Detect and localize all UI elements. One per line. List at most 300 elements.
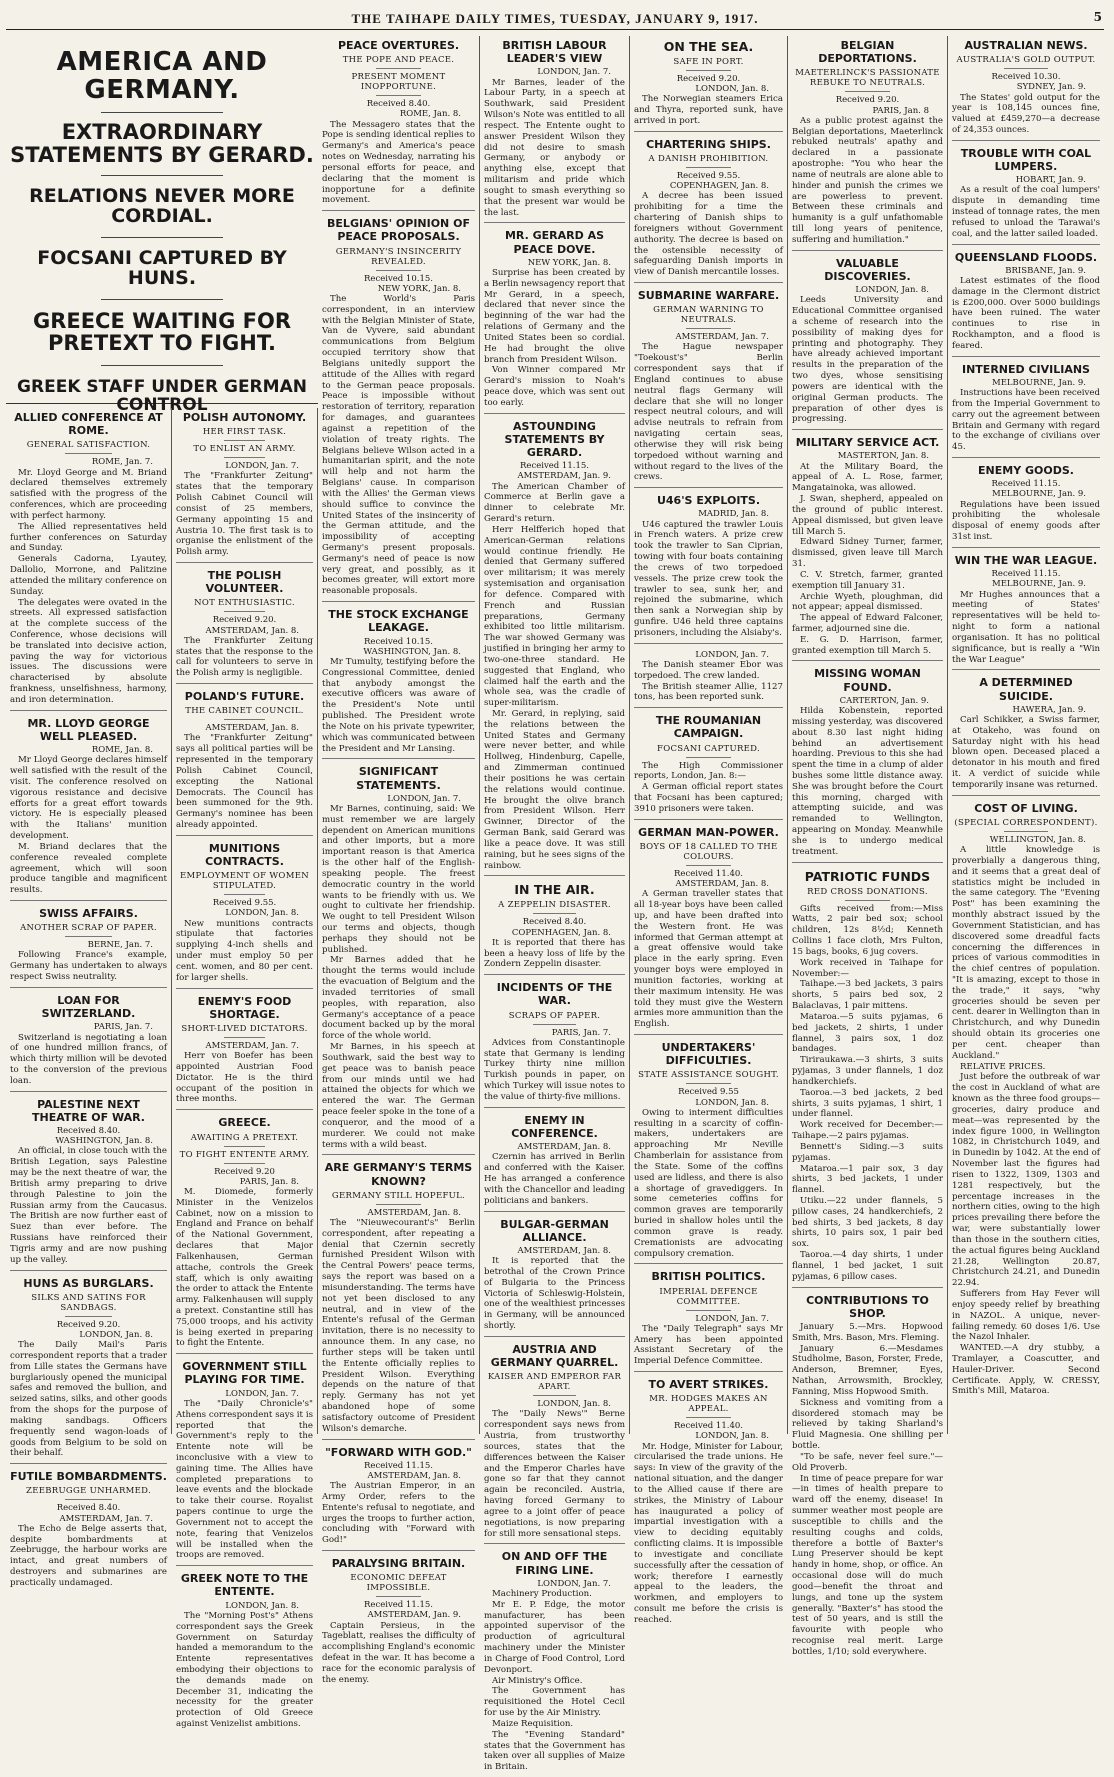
article (322, 39, 475, 211)
article-headline: THE POLISH VOLUNTEER. (205, 569, 284, 596)
article-paragraph: The "Daily News'" Berne correspondent says news from Austria, from trustworthy sources, states that the differences between the Kaiser and the Emperor Charles have gone so far that they cannot again be reconciled. Austria, having forced Germany to agree to a joint offer of peace negotiations, is now preparing for still more sensational steps. (484, 1409, 625, 1539)
article (10, 1470, 167, 1593)
dateline: LONDON, Jan. 7. (537, 67, 611, 78)
article-subheading: NOT ENTHUSIASTIC. (176, 598, 313, 612)
article-paragraph: Mr. Gerard, in replying, said the relations between the United States and Germany were never better, and while Hollweg, Hindenburg, Capelle, and Zimmerman continued their positions he was certain the relations would continue. He brought the olive branch from President Wilson. Herr Gwinner, Director of the German Bank, said Gerard was like a peace dove. It was still raining, but he sees signs of the rainbow. (484, 708, 625, 871)
dateline: AMSTERDAM, Jan. 7. (675, 332, 769, 343)
received-time: Received 8.40. (522, 917, 587, 928)
article-paragraph: Czernin has arrived in Berlin and conferred with the Kaiser. He has arranged a conference with the Chancellor and leading politicians and bankers. (484, 1152, 625, 1206)
dateline: LONDON, Jan. 7. (225, 461, 299, 472)
column-3 (318, 36, 480, 1685)
article-paragraph: The American Chamber of Commerce at Berlin gave a dinner to celebrate Mr. Gerard's return. (484, 481, 625, 525)
received-time: Received 11.15. (991, 479, 1061, 490)
dateline: LONDON, Jan. 7. (225, 1388, 299, 1399)
article-subheading: RED CROSS DONATIONS. (792, 887, 943, 901)
article-headline: INTERNED CIVILIANS (962, 362, 1090, 376)
article-paragraph: Sufferers from Hay Fever will enjoy speedy relief by breathing in NAZOL. A unique, never-failing remedy. 60 doses 1/6. Use the Nazol Inhaler. (952, 1289, 1100, 1343)
headline-rule (101, 175, 223, 176)
headline-rule (101, 112, 223, 113)
dateline: PARIS, Jan. 7. (93, 1022, 153, 1033)
article (484, 882, 625, 975)
dateline: ROME, Jan. 8. (91, 745, 153, 756)
article-headline: AUSTRALIAN NEWS. (964, 39, 1088, 52)
article-headline: THE STOCK EXCHANGE LEAKAGE. (328, 608, 469, 635)
article-paragraph: Captain Persieus, in the Tageblatt, realises the difficulty of accomplishing England's economic defeat in the war. It has become a race for the economic paralysis of the enemy. (322, 1620, 475, 1685)
article-headline: UNDERTAKERS' DIFFICULTIES. (661, 1041, 756, 1068)
column-1 (6, 408, 172, 1588)
article-subheading: THE CABINET COUNCIL. (176, 706, 313, 720)
dateline: AMSTERDAM, Jan. 7. (205, 1040, 299, 1051)
article-subheading: MR. HODGES MAKES AN APPEAL. (634, 1394, 783, 1418)
article-paragraph: In time of peace prepare for war—in times of health prepare to ward off the enemy, disease! In summer weather most people are susceptible to chills and the resulting coughs and colds, therefore a bottle of Baxter's Lung Preserver should be kept handy in home, shop, or office. An occasional dose will do much good—benefit the throat and lungs, and tone up the system generally. "Baxter's" has stood the test of 50 years, and is still the favourite with people who recognise real merit. Large bottles, 1/10; sold everywhere. (792, 1473, 943, 1657)
article-subheading: STATE ASSISTANCE SOUGHT. (634, 1070, 783, 1084)
received-time: Received 9.20. (212, 615, 277, 626)
article-headline: ENEMY IN CONFERENCE. (511, 1113, 598, 1140)
article (634, 714, 783, 820)
article-headline: "FORWARD WITH GOD." (325, 1445, 472, 1459)
article-headline: ENEMY GOODS. (978, 464, 1074, 478)
article-paragraph: Mr Barnes, continuing, said: We must remember we are largely dependent on American munitions and other imports, but a more important reason is that America is the other half of the English-speaking people. The freest democratic country in the world wants to be friendly with us. We ought to cultivate her friendship. We ought to tell President Wilson our terms and objects, though perhaps they should not be published. (322, 803, 475, 955)
article-headline: BRITISH POLITICS. (651, 1270, 766, 1284)
article-paragraph: Owing to interment difficulties resulting in a scarcity of coffin-makers, undertakers are approaching Mr Neville Chamberlain for assistance from the State. Some of the coffins used are lidless, and there is also a shortage of gravediggers. In some cemeteries coffins for common graves are temporarily buried in shallow holes until the common grave is ready. Cremationists are advocating compulsory cremation. (634, 1107, 783, 1259)
article-paragraph: Air Ministry's Office. (492, 1675, 583, 1686)
article-paragraph: The Government has requisitioned the Hotel Cecil for use by the Air Ministry. (484, 1686, 625, 1719)
dateline: PARIS, Jan. 7. (551, 1027, 611, 1038)
article-paragraph: Bennett's Siding.—3 suits pyjamas. (792, 1141, 943, 1163)
article (484, 229, 625, 413)
article-headline: ENEMY'S FOOD SHORTAGE. (197, 994, 292, 1021)
article-subheading: A DANISH PROHIBITION. (634, 154, 783, 168)
dateline: LONDON, Jan. 8. (695, 1431, 769, 1442)
article-paragraph: Mr Barnes, in his speech at Southwark, said the best way to get peace was to banish peace from our minds until we had attained the objects for which we entered the war. The German peace feeler spoke in the tone of a conqueror, and the mood of a murderer. We could not make terms with a wild beast. (322, 1042, 475, 1150)
article-paragraph: Taoroa.—3 bed jackets, 2 bed shirts, 3 suits pyjamas, 1 shirt, 1 under flannel. (792, 1087, 943, 1120)
article-paragraph: Regulations have been issued prohibiting the wholesale disposal of enemy goods after 31st inst. (952, 499, 1100, 543)
dateline: ROME, Jan. 8. (399, 109, 461, 120)
received-time: Received 8.40. (366, 99, 431, 110)
dateline: HOBART, Jan. 9. (1015, 175, 1086, 186)
article-paragraph: The "Daily Telegraph" says Mr Amery has been appointed Assistant Secretary of the Imperial Defence Committee. (634, 1323, 783, 1367)
article-paragraph: Gifts received from:—Miss Watts, 2 pair bed sox; school children, 12s 8½d; Kenneth Collins 1 face cloth, Mrs Fulton, 15 bags, books, 6 jug covers. (792, 903, 943, 957)
dateline: LONDON, Jan. 7. (537, 1578, 611, 1589)
article-paragraph: Mr Lloyd George declares himself well satisfied with the result of the visit. The conference resolved on vigorous resistance and decisive efforts for a great effort towards victory. He is especially pleased with the Italians' munition development. (10, 755, 167, 842)
article (484, 1218, 625, 1337)
article-paragraph: A decree has been issued prohibiting for a time the chartering of Danish ships to foreigners without Government authority. The decree is based on the ostensible necessity of safeguarding Danish imports in view of Danish mercantile losses. (634, 191, 783, 278)
article-paragraph: Mr Hughes announces that a meeting of States' representatives will be held to-night to form a national organisation. It has no political significance, but is really a "Win the War League" (952, 589, 1100, 665)
dateline: MADRID, Jan. 8. (698, 509, 769, 520)
article-headline: ASTOUNDING STATEMENTS BY GERARD. (504, 419, 605, 460)
article (322, 1161, 475, 1439)
article-paragraph: The Frankfurter Zeitung states that the response to the call for volunteers to serve in the Polish army is negligible. (176, 635, 313, 679)
masthead (6, 8, 1104, 30)
article-paragraph: J. Swan, shepherd, appealed on the ground of public interest. Appeal dismissed, but given leave till March 5. (792, 494, 943, 537)
article-subheading: IMPERIAL DEFENCE COMMITTEE. (634, 1287, 783, 1311)
received-time: Received 9.55 (678, 1087, 739, 1098)
article-paragraph: The Messagero states that the Pope is sending identical replies to Germany's and America's peace notes on Wednesday, narrating his personal efforts for peace, and declaring that the moment is inopportune for a definite movement. (322, 119, 475, 206)
article-paragraph: The Echo de Belge asserts that, despite bombardments at Zeebrugge, the harbour works are intact, and great numbers of destroyers and submarines are practically undamaged. (10, 1523, 167, 1588)
dateline: CARTERTON, Jan. 9. (839, 695, 929, 706)
article (792, 869, 943, 1288)
article (10, 411, 167, 711)
received-time: Received 11.15. (364, 1600, 433, 1611)
dateline: LONDON, Jan. 8. (695, 84, 769, 95)
article (322, 217, 475, 602)
article-headline: COST OF LIVING. (974, 801, 1078, 815)
headline-rule (101, 237, 223, 238)
article-subheading: FOCSANI CAPTURED. (634, 744, 783, 758)
article-paragraph: Machinery Production. (492, 1588, 592, 1599)
article-headline: VALUABLE DISCOVERIES. (824, 256, 911, 283)
article-headline: ON AND OFF THE FIRING LINE. (501, 1550, 608, 1577)
article-paragraph: Hilda Kobenstein, reported missing yesterday, was discovered about 8.30 last night hiding behind an advertisement hoarding. Previous to this she had spent the time in a clump of alder bushes some little distance away. She was brought before the Court this morning, charged with attempting suicide, and was remanded to Wellington, appearing on Monday. Meanwhile she is to undergo medical treatment. (792, 706, 943, 857)
article-subheading: THE POPE AND PEACE. (322, 55, 475, 69)
article-headline: CHARTERING SHIPS. (646, 137, 771, 151)
dateline: AMSTERDAM, Jan. 8. (205, 723, 299, 734)
received-time: Received 9.20 (214, 1166, 275, 1177)
article (634, 39, 783, 132)
article-paragraph: Sickness and vomiting from a disordered stomach may be relieved by taking Sharland's Fluid Magnesia. One shilling per bottle. (792, 1397, 943, 1452)
article-headline: GOVERNMENT STILL PLAYING FOR TIME. (182, 1360, 307, 1387)
received-time: Received 11.15. (364, 1460, 433, 1471)
article-paragraph: The World's Paris correspondent, in an interview with the Belgian Minister of State, Van de Vyvere, said abundant communications from Belgium occupied territory show that Belgians unitedly support the attitude of the Allies with regard to the German peace proposals. Peace is impossible without restoration of territory, reparation for damages, and guarantees against a repetition of the violation of treaty rights. The Belgians believe Wilson acted in a humanitarian spirit, and the note will help and not harm the Belgians' cause. In comparison with the Allies' the German views should suffice to convince the United States of the insincerity of the German attitude, and the impossibility of accepting Germany's present proposals. Germany's need of peace is now very great, and possibly, as it becomes greater, will extort more reasonable proposals. (322, 293, 475, 597)
dateline: MASTERTON, Jan. 8. (837, 451, 929, 462)
article (322, 1446, 475, 1552)
article (792, 257, 943, 431)
column-6 (788, 36, 948, 1657)
article-subheading: GERMANY'S INSINCERITY REVEALED. (322, 247, 475, 271)
dateline: AMSTERDAM, Jan. 8. (675, 879, 769, 890)
article-headline: TROUBLE WITH COAL LUMPERS. (960, 146, 1092, 174)
dateline: AMSTERDAM, Jan. 8. (367, 1470, 461, 1481)
article-paragraph: Instructions have been received from the Imperial Government to carry out the agreement between Britain and Germany with regard to the exchange of civilians over 45. (952, 388, 1100, 453)
received-time: Received 9.20. (676, 74, 741, 84)
article-headline: SUBMARINE WARFARE. (637, 289, 780, 303)
article-headline: ON THE SEA. (663, 39, 754, 54)
article-paragraph: Advices from Constantinople state that Germany is lending Turkey thirty nine million Turkish pounds in paper, on which Turkey will issue notes to the value of thirty-five millions. (484, 1037, 625, 1102)
article (176, 995, 313, 1111)
article (634, 289, 783, 488)
article-headline: MUNITIONS CONTRACTS. (205, 841, 284, 869)
article-headline: SWISS AFFAIRS. (39, 907, 138, 921)
article-headline: PATRIOTIC FUNDS (804, 868, 931, 884)
article-paragraph: U46 captured the trawler Louis in French waters. A prize crew took the trawler to San Ciprian, towing with four boats containing the crews of two torpedoed vessels. The prize crew took the trawler to sea, sunk her, and rejoined the submarine, which then sank a Norwegian ship by gunfire. U46 held three captains prisoners, including the Alsiaby's. (634, 519, 783, 638)
dateline: LONDON, Jan. 8. (695, 1097, 769, 1108)
article-paragraph: Utiku.—22 under flannels, 5 pillow cases, 24 handkerchiefs, 2 bed shirts, 3 bed jackets, 8 day shirts, 10 pairs sox, 1 pair bed sox. (792, 1195, 943, 1250)
article-paragraph: E. G. D. Harrison, farmer, granted exemption till March 5. (792, 634, 943, 656)
received-time: Received 11.40. (674, 1421, 743, 1432)
article (10, 717, 167, 901)
article-paragraph: Herr Helfferich hoped that American-German relations would continue friendly. He denied that Germany suffered over militarism; it was merely systemisation and organisation for defence. Compared with French and Russian preparations, Germany exhibited too little militarism. The war showed Germany was justified in bringing her army to two-one-three standard. He suggested that England, who claimed half the earth and the whole sea, was the cradle of super-militarism. (484, 524, 625, 709)
article-subheading: GENERAL SATISFACTION. (10, 440, 167, 454)
received-time: Received 8.40. (56, 1503, 121, 1514)
article-paragraph: Taihape.—3 bed jackets, 3 pairs shorts, 5 pairs bed sox, 2 Balaclavas, 1 pair mittens. (792, 979, 943, 1012)
headline-rule (101, 299, 223, 300)
article-paragraph: A little knowledge is proverbially a dangerous thing, and it seems that a great deal of statistics might be included in the same category. The "Evening Post" has been examining the monthly abstract issued by the Government Statistician, and has discovered some dreadful facts concerning the differences in prices of various commodities in the chief centres of population. "It is amazing, except to those in the trade," it says, "why groceries should be seven per cent. dearer in Wellington than in Christchurch, and why Dunedin should obtain its groceries one per cent. cheaper than Auckland." (952, 845, 1100, 1061)
article-subheading: TO ENLIST AN ARMY. (176, 444, 313, 458)
article (10, 1277, 167, 1465)
article (322, 765, 475, 1155)
article-subheading: EMPLOYMENT OF WOMEN STIPULATED. (176, 871, 313, 895)
article (952, 363, 1100, 458)
dateline: PARIS, Jan. 8 (872, 105, 929, 116)
lead-headline-3: RELATIONS NEVER MORE CORDIAL. (29, 184, 295, 228)
article-headline: A DETERMINED SUICIDE. (979, 676, 1073, 703)
article-subheading: SCRAPS OF PAPER. (484, 1011, 625, 1025)
article-subheading: AUSTRALIA'S GOLD OUTPUT. (952, 55, 1100, 69)
article-paragraph: Archie Wyeth, ploughman, did not appear; appeal dismissed. (792, 591, 943, 613)
article (952, 251, 1100, 357)
article-paragraph: Surprise has been created by a Berlin newsagency report that Mr Gerard, in a speech, declared that never since the beginning of the war had the relations of Germany and the United States been so cordial. He had brought the olive branch from President Wilson. (484, 267, 625, 365)
dateline: ROME, Jan. 7. (91, 457, 153, 468)
article-headline: FUTILE BOMBARDMENTS. (10, 1470, 167, 1484)
dateline: SYDNEY, Jan. 9. (1016, 82, 1086, 93)
article-subheading: GERMANY STILL HOPEFUL. (322, 1191, 475, 1205)
article-headline: MR. GERARD AS PEACE DOVE. (504, 229, 605, 256)
article-paragraph: Mr Barnes, leader of the Labour Party, in a speech at Southwark, said President Wilson's Note was entitled to all respect. The Entente ought to answer President Wilson they did not desire to smash Germany, or anybody or anything else, except that militarism and pride which sought to smash everything so that the present war would be the last. (484, 77, 625, 218)
dateline: COPENHAGEN, Jan. 8. (511, 927, 611, 938)
article-subheading: GERMAN WARNING TO NEUTRALS. (634, 305, 783, 329)
article-paragraph: C. V. Stretch, farmer, granted exemption till January 31. (792, 569, 943, 591)
article (952, 676, 1100, 795)
article-paragraph: Just before the outbreak of war the cost in Auckland of what are known as the three food groups—groceries, dairy produce and meat—was represented by the index figure 1000, in Wellington 1082, in Christchurch 1049, and in Dunedin by 1042. At the end of November last the figures had risen to 1322, 1309, 1303 and 1281 respectively, but the percentage increases in the northern cities, owing to the high prices prevailing there before the war, were substantially lower than those in the southern cities, the actual figures being Auckland 21.28, Wellington 20.87, Christchurch 24.21, and Dunedin 22.94. (952, 1072, 1100, 1289)
dateline: NEW YORK, Jan. 8. (377, 283, 461, 294)
received-time: Received 9.55. (212, 898, 277, 909)
article-paragraph: The British steamer Allie, 1127 tons, has been reported sunk. (634, 681, 783, 703)
article-paragraph: Following France's example, Germany has undertaken to always respect Swiss neutrality. (10, 950, 167, 983)
dateline: AMSTERDAM, Jan. 8. (517, 1142, 611, 1153)
received-time: Received 9.20. (56, 1319, 121, 1330)
article-paragraph: A German official report states that Focsani has been captured; 3910 prisoners were taken. (634, 782, 783, 814)
article-headline: MISSING WOMAN FOUND. (814, 667, 921, 694)
article-headline: ALLIED CONFERENCE AT ROME. (14, 411, 163, 438)
article (10, 1098, 167, 1271)
article-paragraph: Mr Tumulty, testifying before the Congressional Committee, denied that anybody amongst the executive officers was aware of the President's Note until published. The President wrote the Note on his private typewriter, which was communicated between the President and Mr Lansing. (322, 656, 475, 754)
article (634, 138, 783, 283)
article (634, 826, 783, 1035)
article-headline: IN THE AIR. (514, 882, 595, 898)
dateline: WASHINGTON, Jan. 8. (363, 646, 461, 657)
received-time: Received 10.30. (991, 72, 1061, 83)
article-headline: THE ROUMANIAN CAMPAIGN. (655, 714, 762, 741)
article-paragraph: The High Commissioner reports, London, Jan. 8:— (634, 760, 783, 782)
article-paragraph: As a result of the coal lumpers' dispute in demanding time instead of tonnage rates, the men refused to unload the Tarawai's coal, and the latter sailed loaded. (952, 185, 1100, 239)
article-paragraph: RELATIVE PRICES. (960, 1061, 1046, 1072)
dateline: LONDON, Jan. 8. (225, 908, 299, 919)
dateline: LONDON, Jan. 8. (537, 1399, 611, 1410)
article-paragraph: Latest estimates of the flood damage in the Clermont district is £200,000. Over 5000 buildings have been ruined. The water continues to rise in Rockhampton, and a flood is feared. (952, 275, 1100, 351)
article-paragraph: It is reported that the betrothal of the Crown Prince of Bulgaria to the Princess Victoria of Schleswig-Holstein, one of the wealthiest princesses in Germany, will be announced shortly. (484, 1256, 625, 1332)
lead-headline-4: FOCSANI CAPTURED BY HUNS. (37, 246, 287, 290)
article-paragraph: Taoroa.—4 day shirts, 1 under flannel, 1 bed jacket, 1 suit pyjamas, 6 pillow cases. (792, 1250, 943, 1282)
dateline: COPENHAGEN, Jan. 8. (669, 181, 769, 192)
article-subheading: PRESENT MOMENT INOPPORTUNE. (322, 72, 475, 96)
article-headline: SIGNIFICANT STATEMENTS. (356, 765, 441, 792)
masthead-title: THE TAIHAPE DAILY TIMES, TUESDAY, JANUARY 9, 1917. (351, 11, 759, 26)
article (952, 147, 1100, 245)
article-paragraph: The "Nieuwecourant's" Berlin correspondent, after repeating a denial that Czernin secretly furnished President Wilson with the Central Powers' peace terms, says the report was based on a misunderstanding. The terms have not yet been disclosed to any neutral, and in view of the Entente's refusal of the German invitation, there is no necessity to announce them. In any case, no further steps will be taken until the Entente officially replies to President Wilson. Everything depends on the nature of that reply. Germany has not yet abandoned hope of some satisfactory outcome of President Wilson's demarche. (322, 1217, 475, 1434)
received-time: Received 11.15. (520, 461, 589, 472)
article-headline: POLISH AUTONOMY. (182, 411, 307, 424)
article-headline: MR. LLOYD GEORGE WELL PLEASED. (27, 716, 150, 743)
article-paragraph: Mataroa.—1 pair sox, 3 day shirts, 3 bed jackets, 1 under flannel. (792, 1163, 943, 1196)
article-paragraph: M. Briand declares that the conference revealed complete agreement, which will soon produce tangible and magnificent results. (10, 841, 167, 896)
column-5 (630, 36, 788, 1625)
lead-headline-2: EXTRAORDINARY STATEMENTS BY GERARD. (10, 120, 314, 167)
article (10, 994, 167, 1092)
article-paragraph: Work received for December:—Taihape.—2 pairs pyjamas. (792, 1120, 943, 1142)
article-paragraph: The Allied representatives held further conferences on Saturday and Sunday. (10, 521, 167, 554)
article-headline: AUSTRIA AND GERMANY QUARREL. (490, 1342, 619, 1370)
dateline: LONDON, Jan. 8. (79, 1329, 153, 1340)
article-headline: BRITISH LABOUR LEADER'S VIEW (502, 39, 607, 66)
article-headline: TO AVERT STRIKES. (648, 1378, 769, 1392)
article-headline: INCIDENTS OF THE WAR. (496, 981, 613, 1008)
article-paragraph: The delegates were ovated in the streets. All expressed satisfaction at the complete success of the Conference, whose decisions will be translated into decisive action, paving the way for victorious issues. The discussions were characterised by absolute frankness, unselfishness, harmony, and iron determination. (10, 597, 167, 705)
article-paragraph: The Hague newspaper "Toekoust's" Berlin correspondent says that if England continues to abuse neutral flags Germany will declare that she will no longer respect neutral colours, and will advise neutrals to refrain from navigating certain seas, otherwise they will risk being torpedoed without warning and without regard to the lives of the crews. (634, 342, 783, 483)
dateline: MELBOURNE, Jan. 9. (992, 579, 1086, 590)
article-headline: LOAN FOR SWITZERLAND. (41, 993, 136, 1021)
article-subheading: BOYS OF 18 CALLED TO THE COLOURS. (634, 842, 783, 866)
article-subheading: KAISER AND EMPEROR FAR APART. (484, 1372, 625, 1396)
article-paragraph: Mr. Hodge, Minister for Labour, circularised the trade unions. He says: In view of the gravity of the national situation, and the danger to the Allied cause if there are strikes, the Ministry of Labour has inaugurated a policy of impartial investigation with a view to deciding equitably conflicting claims. It is impossible to investigate and conciliate successfully after the cessation of work; therefore I earnestly appeal to the leaders, the workmen, and employers to consult me before the crisis is reached. (634, 1441, 783, 1625)
article-subheading: MAETERLINCK'S PASSIONATE REBUKE TO NEUTRALS. (792, 68, 943, 92)
article-subheading: A ZEPPELIN DISASTER. (484, 900, 625, 914)
column-2 (172, 408, 318, 1730)
dateline: BERNE, Jan. 7. (87, 940, 153, 951)
dateline: LONDON, Jan. 8. (225, 1600, 299, 1611)
article (792, 667, 943, 862)
article (792, 436, 943, 661)
article (952, 802, 1100, 1402)
article (176, 690, 313, 836)
article-subheading: HER FIRST TASK. (176, 427, 313, 441)
article-paragraph: January 5.—Mrs. Hopwood Smith, Mrs. Bason, Mrs. Fleming. (792, 1321, 943, 1343)
dateline: AMSTERDAM, Jan. 8. (517, 1245, 611, 1256)
article-headline: BULGAR-GERMAN ALLIANCE. (500, 1217, 609, 1244)
article (484, 1550, 625, 1777)
article (484, 1114, 625, 1212)
dateline: HAWERA, Jan. 9. (1012, 704, 1086, 715)
dateline: LONDON, Jan. 8. (855, 285, 929, 296)
lead-headline-6: GREEK STAFF UNDER GERMAN CONTROL (17, 376, 307, 416)
dateline: LONDON, Jan. 7. (695, 649, 769, 660)
article-paragraph: Tiriraukawa.—3 shirts, 3 suits pyjamas, 3 under flannels, 1 doz handkerchiefs. (792, 1055, 943, 1087)
article-paragraph: At the Military Board, the appeal of A. L. Rose, farmer, Mangatainoka, was allowed. (792, 461, 943, 494)
article-headline: GREECE. (218, 1116, 271, 1130)
article-paragraph: January 6.—Mesdames Studholme, Bason, Forster, Frede, Anderson, Bremner, Eyes, Nathan, Arrowsmith, Brockley, Fanning, Miss Hopwood Smith. (792, 1343, 943, 1397)
lead-headline-5: GREECE WAITING FOR PRETEXT TO FIGHT. (32, 308, 292, 356)
dateline: AMSTERDAM, Jan. 9. (517, 471, 611, 482)
page-number: 5 (1093, 10, 1102, 24)
article (952, 464, 1100, 548)
column-7 (948, 36, 1104, 1434)
article-headline: PALESTINE NEXT THEATRE OF WAR. (32, 1097, 145, 1124)
dateline: LONDON, Jan. 7. (387, 793, 461, 804)
article-paragraph: The appeal of Edward Falconer, farmer, adjourned sine die. (792, 613, 943, 634)
received-time: Received 8.40. (56, 1126, 121, 1137)
article (952, 554, 1100, 670)
article (634, 494, 783, 643)
dateline: MELBOURNE, Jan. 9. (992, 489, 1086, 500)
article-paragraph: As a public protest against the Belgian deportations, Maeterlinck rebuked neutrals' apathy and declared in a passionate apostrophe: "You who hear the name of neutrals are alone able to hinder and punish the crimes we are powerless to prevent. Between these criminals and humanity is a gulf unfathomable till long years of penitence, suffering and humiliation." (792, 115, 943, 245)
article-paragraph: The States' gold output for the year is 108,145 ounces fine, valued at £459,270—a decrease of 24,353 ounces. (952, 92, 1100, 136)
article-paragraph: Generals Cadorna, Lyautey, Dallolio, Morrone, and Palitzine attended the military conference on Sunday. (10, 554, 167, 597)
article (176, 1116, 313, 1354)
article-paragraph: Leeds University and Educational Committee organised a scheme of research into the possibility of making dyes for printing and photography. They have already achieved important results in the preparation of the two dyes, whose sensitising powers are identical with the original German products. The preparation of other dyes is progressing. (792, 295, 943, 425)
article (484, 420, 625, 877)
article (484, 39, 625, 223)
article-subheading: TO FIGHT ENTENTE ARMY. (176, 1150, 313, 1164)
article-paragraph: The Daily Mail's Paris correspondent reports that a trader from Lille states the Germans have burglariously opened the municipal safes and removed the bullion, and seized satins, silks, and other goods from the shops for the purpose of making sandbags. Officers frequently send wagon-loads of goods from Belgium to be sold on their behalf. (10, 1340, 167, 1459)
article (322, 608, 475, 759)
article-subheading: ANOTHER SCRAP OF PAPER. (10, 923, 167, 937)
dateline: AMSTERDAM, Jan. 8. (367, 1207, 461, 1218)
article (952, 39, 1100, 141)
article-paragraph: Mr E. P. Edge, the motor manufacturer, has been appointed supervisor of the production of agricultural machinery under the Minister in Charge of Food Control, Lord Devonport. (484, 1599, 625, 1675)
article (322, 1557, 475, 1690)
article-headline: BELGIAN DEPORTATIONS. (818, 39, 917, 66)
article-headline: ARE GERMANY'S TERMS KNOWN? (324, 1161, 473, 1188)
article (176, 1572, 313, 1734)
received-time: Received 10.15. (364, 636, 433, 647)
article-headline: U46'S EXPLOITS. (656, 494, 761, 508)
article-subheading: AWAITING A PRETEXT. (176, 1133, 313, 1147)
article (634, 1270, 783, 1372)
article-paragraph: Work received in Taihape for November:— (792, 957, 943, 979)
article-paragraph: Mr Barnes added that he thought the terms would include the evacuation of Belgium and the invaded territories of small peoples, with reparation, also Germany's acceptance of a peace document backed up by the moral force of the whole world. (322, 955, 475, 1042)
received-time: Received 9.55. (676, 171, 741, 182)
article (176, 411, 313, 563)
article-paragraph: M. Diomede, formerly Minister in the Venizelos Cabinet, now on a mission to England and France on behalf of the National Government, declares that Major Falkenhausen, German attache, controls the Greek staff, which is only awaiting the order to attack the Entente army. Falkenhausen will supply a pretext. Constantine still has 75,000 troops, and his activity is being exerted in preparing to fight the Entente. (176, 1186, 313, 1349)
article-paragraph: The Danish steamer Ebor was torpedoed. The crew landed. (634, 659, 783, 681)
article-paragraph: The Austrian Emperor, in an Army Order, refers to the Entente's refusal to negotiate, and urges the troops to further action, concluding with "Forward with God!" (322, 1481, 475, 1546)
article-paragraph: The "Frankfurter Zeitung" says all political parties will be represented in the temporary Polish Cabinet Council, excepting the National Democrats. The Council has been summoned for the 9th. Germany's nominee has been already appointed. (176, 733, 313, 831)
article-subheading: ECONOMIC DEFEAT IMPOSSIBLE. (322, 1573, 475, 1597)
article-paragraph: Mr. Lloyd George and M. Briand declared themselves extremely satisfied with the progress of the conferences, which are proceeding with perfect harmony. (10, 467, 167, 521)
article-subheading: ZEEBRUGGE UNHARMED. (10, 1486, 167, 1500)
lead-headlines (6, 36, 318, 416)
article-paragraph: New munitions contracts stipulate that factories supplying 4-inch shells and under must employ 50 per cent. women, and 80 per cent. for larger shells. (176, 918, 313, 983)
dateline: AMSTERDAM, Jan. 7. (59, 1513, 153, 1524)
dateline: PARIS, Jan. 8. (239, 1176, 299, 1187)
article-paragraph: Maize Requisition. (492, 1718, 574, 1729)
dateline: LONDON, Jan. 7. (695, 1313, 769, 1324)
dateline: WELLINGTON, Jan. 8. (989, 834, 1086, 845)
article (10, 907, 167, 988)
article-subheading: SHORT-LIVED DICTATORS. (176, 1024, 313, 1038)
article-headline: GREEK NOTE TO THE ENTENTE. (180, 1572, 309, 1599)
article-headline: QUEENSLAND FLOODS. (954, 250, 1098, 264)
article (484, 1343, 625, 1545)
headline-rule (101, 365, 223, 366)
article-headline: WIN THE WAR LEAGUE. (954, 553, 1098, 567)
article-headline: PARALYSING BRITAIN. (331, 1557, 466, 1571)
article-paragraph: "To be safe, never feel sure."—Old Proverb. (792, 1451, 943, 1473)
article (176, 842, 313, 989)
article-subheading: SAFE IN PORT. (634, 57, 783, 71)
received-time: Received 11.40. (674, 868, 743, 879)
dateline: AMSTERDAM, Jan. 8. (205, 625, 299, 636)
article (484, 981, 625, 1108)
article (634, 650, 783, 709)
article-headline: BELGIANS' OPINION OF PEACE PROPOSALS. (327, 217, 470, 244)
article-paragraph: Carl Schikker, a Swiss farmer, at Otakeho, was found on Saturday night with his head blown open. Deceased placed a detonator in his mouth and fired it. A verdict of suicide while temporarily insane was returned. (952, 714, 1100, 790)
article-paragraph: The "Evening Standard" states that the Government has taken over all supplies of Maize in Britain. (484, 1729, 625, 1773)
article-paragraph: A German traveller states that all 18-year boys have been called up, and have been drafted into the Western front. He was informed that German attempt at a great offensive would take place in the early spring. Even younger boys were employed in munition factories, working at their maximum intensity. He was told they must give the Western armies more ammunition than the English. (634, 889, 783, 1030)
article-paragraph: Mataroa.—5 suits pyjamas, 6 bed jackets, 2 shirts, 1 under flannel, 3 pairs sox, 1 doz bandages. (792, 1011, 943, 1055)
column-4 (480, 36, 630, 1773)
article-paragraph: Edward Sidney Turner, farmer, dismissed, given leave till March 31. (792, 537, 943, 570)
article-paragraph: It is reported that there has been a heavy loss of life by the Zondern Zeppelin disaster. (484, 937, 625, 970)
